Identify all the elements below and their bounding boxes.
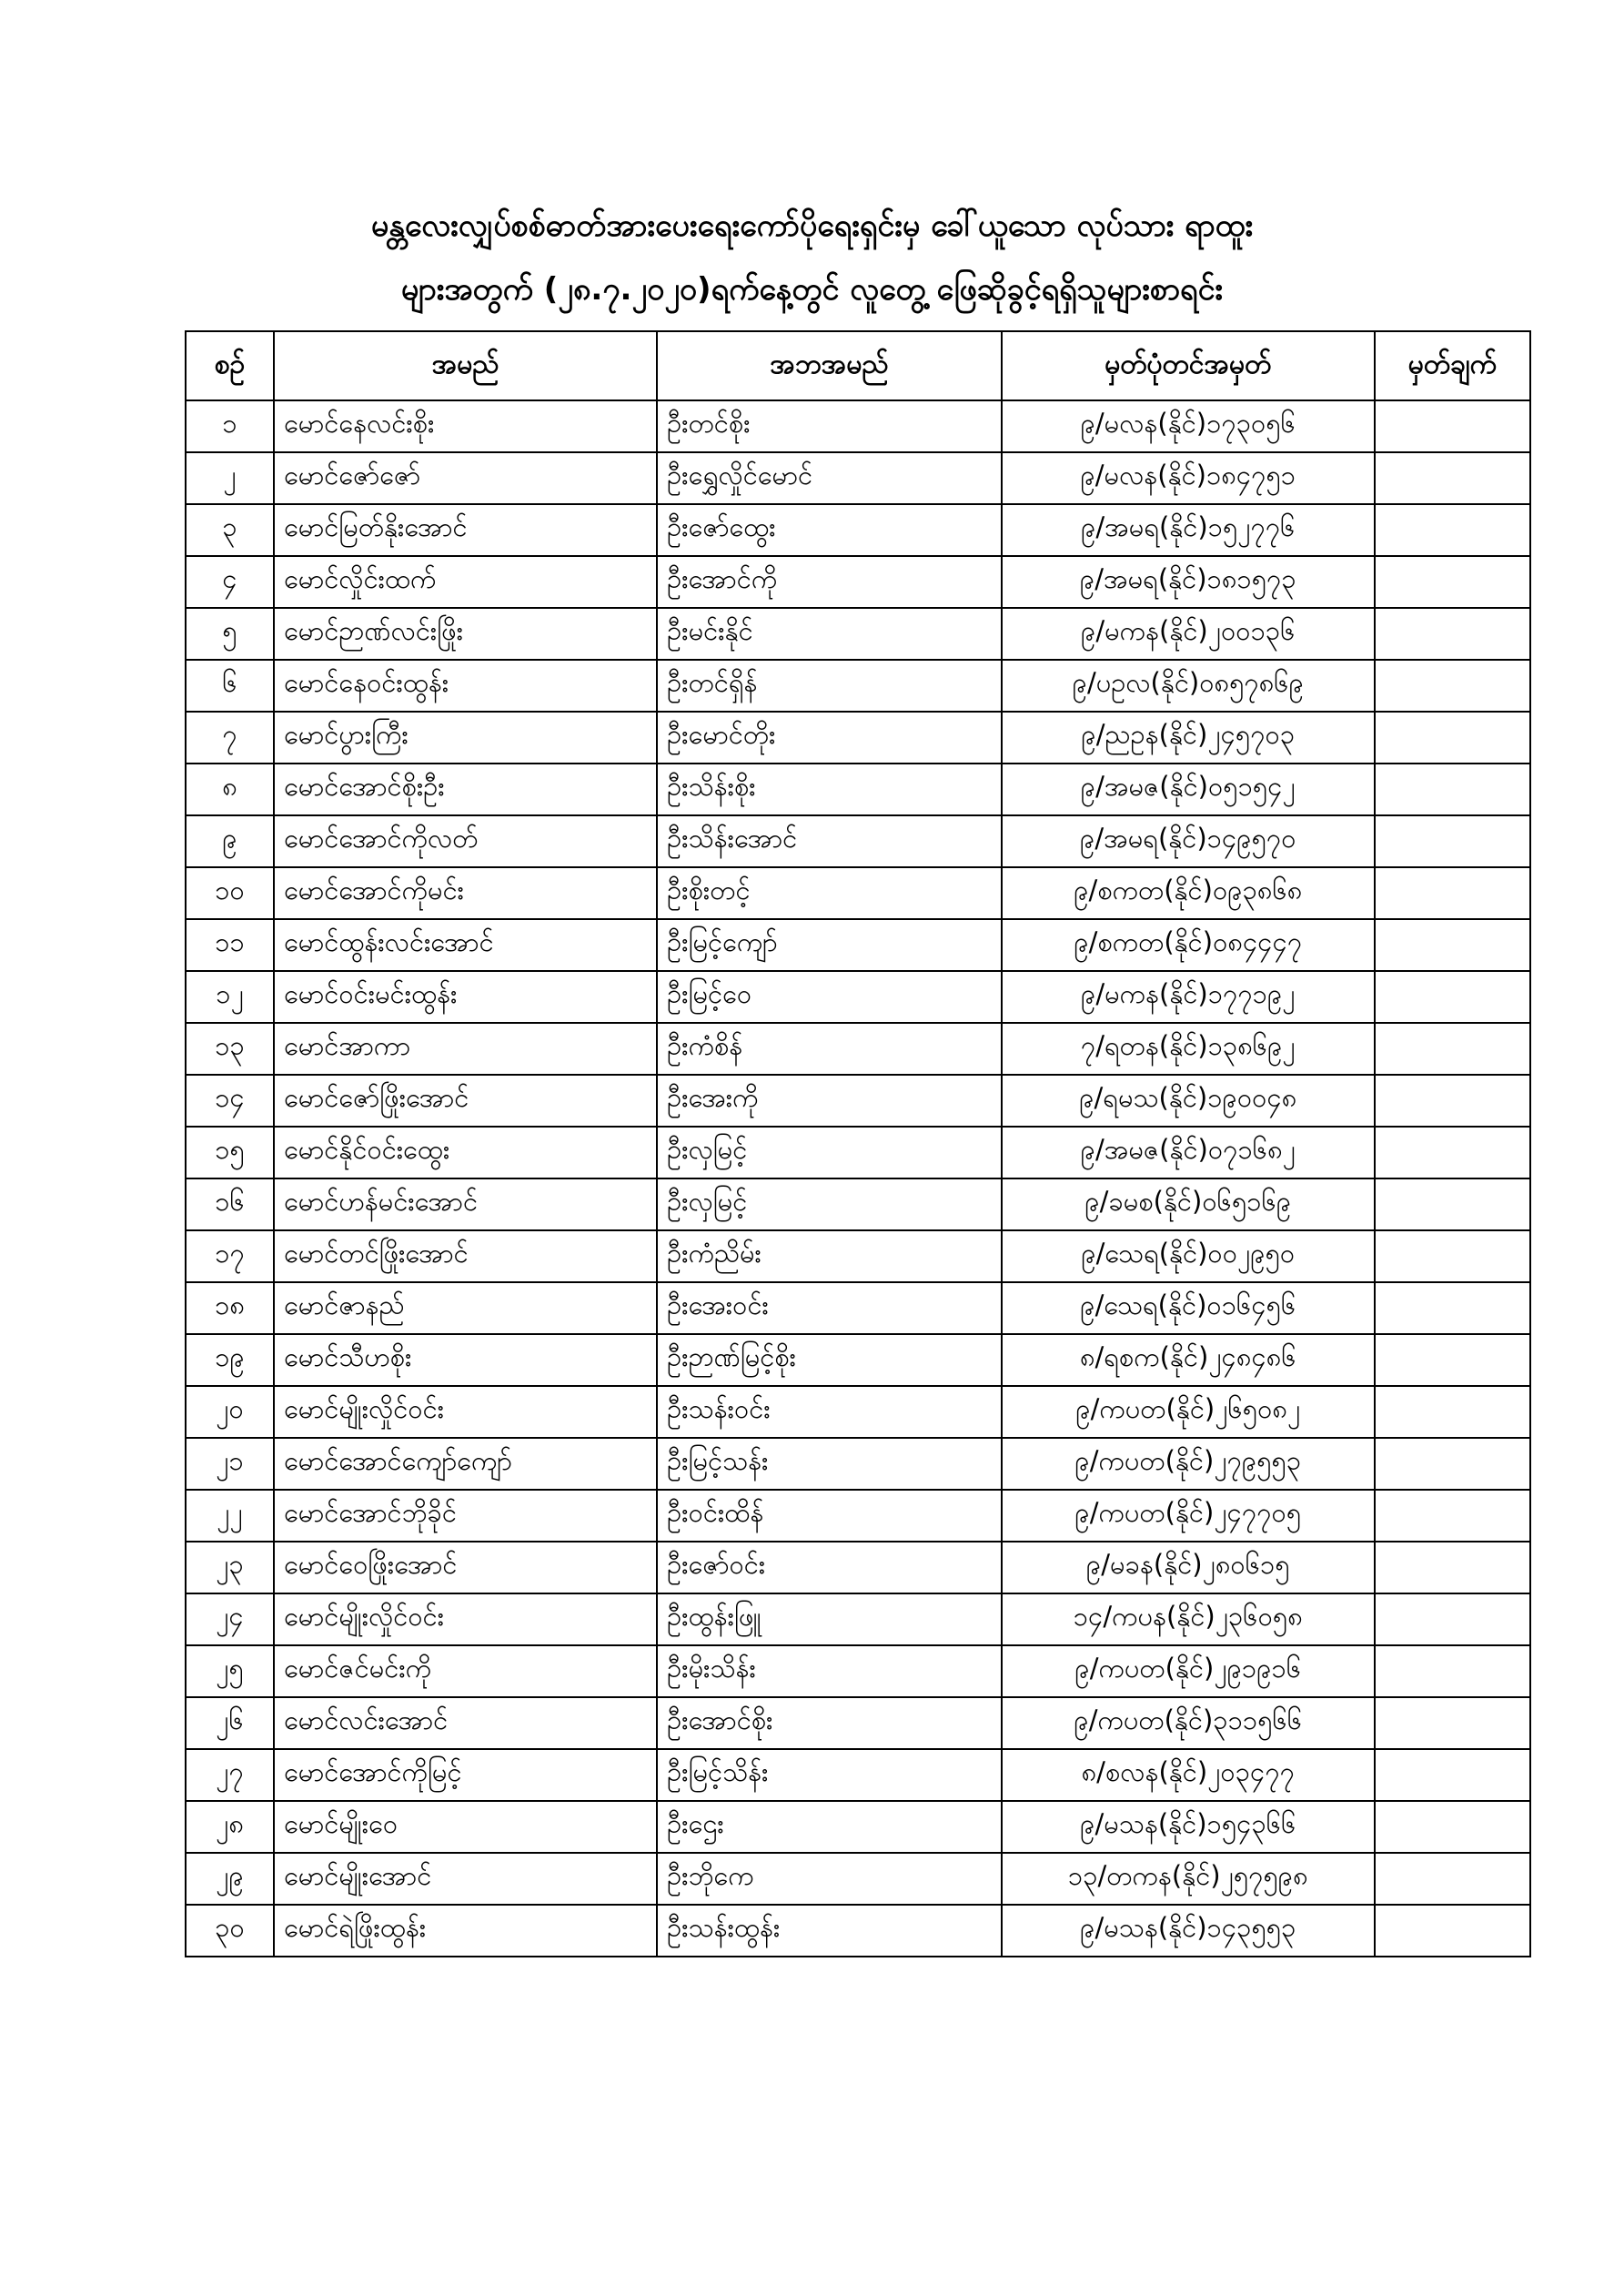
cell-father-name: ဦးဘိုကေ <box>657 1853 1002 1905</box>
cell-name: မောင်နေဝင်းထွန်း <box>274 660 657 712</box>
cell-name: မောင်ဇော်ဖြိုးအောင် <box>274 1075 657 1127</box>
cell-serial-no: ၂၀ <box>186 1386 274 1438</box>
cell-nrc-number: ၉/ပဥလ(နိုင်)၀၈၅၇၈၆၉ <box>1002 660 1375 712</box>
table-row <box>186 1438 1530 1490</box>
cell-remark <box>1375 1749 1530 1801</box>
table-row <box>186 867 1530 919</box>
cell-name: မောင်ဇာနည် <box>274 1282 657 1334</box>
header-nrc-number: မှတ်ပုံတင်အမှတ် <box>1002 331 1375 400</box>
cell-father-name: ဦးစိုးတင့် <box>657 867 1002 919</box>
cell-nrc-number: ၉/ကပတ(နိုင်)၂၇၉၅၅၃ <box>1002 1438 1375 1490</box>
cell-remark <box>1375 815 1530 867</box>
cell-serial-no: ၁၄ <box>186 1075 274 1127</box>
cell-serial-no: ၇ <box>186 712 274 764</box>
cell-name: မောင်သီဟစိုး <box>274 1334 657 1386</box>
cell-nrc-number: ၉/စကတ(နိုင်)၀၉၃၈၆၈ <box>1002 867 1375 919</box>
cell-nrc-number: ၉/ခမစ(နိုင်)၀၆၅၁၆၉ <box>1002 1178 1375 1230</box>
cell-remark <box>1375 504 1530 556</box>
cell-serial-no: ၈ <box>186 764 274 815</box>
cell-name: မောင်ဇော်ဇော် <box>274 452 657 504</box>
cell-nrc-number: ၉/အမရ(နိုင်)၁၈၁၅၇၃ <box>1002 556 1375 608</box>
cell-father-name: ဦးမင်းနိုင် <box>657 608 1002 660</box>
cell-name: မောင်အောင်ကိုမင်း <box>274 867 657 919</box>
cell-name: မောင်အောင်စိုးဦး <box>274 764 657 815</box>
cell-remark <box>1375 608 1530 660</box>
cell-serial-no: ၄ <box>186 556 274 608</box>
table-row <box>186 1905 1530 1957</box>
cell-nrc-number: ၉/သေရ(နိုင်)၀၁၆၄၅၆ <box>1002 1282 1375 1334</box>
table-row <box>186 660 1530 712</box>
cell-serial-no: ၆ <box>186 660 274 712</box>
document-title-line-1: မန္တလေးလျှပ်စစ်ဓာတ်အားပေးရေးကော်ပိုရေးရှင်းမှ ခေါ်ယူသော လုပ်သား ရာထူး <box>370 207 1254 244</box>
cell-father-name: ဦးမောင်တိုး <box>657 712 1002 764</box>
cell-father-name: ဦးအေးဝင်း <box>657 1282 1002 1334</box>
cell-serial-no: ၃ <box>186 504 274 556</box>
cell-remark <box>1375 764 1530 815</box>
cell-father-name: ဦးသိန်းစိုး <box>657 764 1002 815</box>
cell-serial-no: ၂၉ <box>186 1853 274 1905</box>
cell-father-name: ဦးသန်းထွန်း <box>657 1905 1002 1957</box>
table-row <box>186 1697 1530 1749</box>
table-row <box>186 1645 1530 1697</box>
cell-nrc-number: ၉/အမဇ(နိုင်)၀၅၁၅၄၂ <box>1002 764 1375 815</box>
cell-name: မောင်အာကာ <box>274 1023 657 1075</box>
cell-father-name: ဦးသိန်းအောင် <box>657 815 1002 867</box>
table-row <box>186 1334 1530 1386</box>
cell-father-name: ဦးမိုးသိန်း <box>657 1645 1002 1697</box>
cell-serial-no: ၅ <box>186 608 274 660</box>
cell-father-name: ဦးတင်ရှိန် <box>657 660 1002 712</box>
cell-nrc-number: ၉/မသန(နိုင်)၁၄၃၅၅၃ <box>1002 1905 1375 1957</box>
cell-serial-no: ၁၇ <box>186 1230 274 1282</box>
cell-serial-no: ၉ <box>186 815 274 867</box>
cell-remark <box>1375 867 1530 919</box>
header-serial-no: စဉ် <box>186 331 274 400</box>
cell-remark <box>1375 1645 1530 1697</box>
table-row <box>186 1178 1530 1230</box>
cell-father-name: ဦးအေးကို <box>657 1075 1002 1127</box>
cell-name: မောင်အောင်ကိုလတ် <box>274 815 657 867</box>
table-row <box>186 1075 1530 1127</box>
cell-nrc-number: ၇/ရတန(နိုင်)၁၃၈၆၉၂ <box>1002 1023 1375 1075</box>
cell-serial-no: ၂၅ <box>186 1645 274 1697</box>
cell-name: မောင်လင်းအောင် <box>274 1697 657 1749</box>
cell-nrc-number: ၉/မလန(နိုင်)၁၇၃၀၅၆ <box>1002 400 1375 452</box>
cell-remark <box>1375 1023 1530 1075</box>
cell-nrc-number: ၉/မလန(နိုင်)၁၈၄၇၅၁ <box>1002 452 1375 504</box>
cell-name: မောင်ဝင်းမင်းထွန်း <box>274 971 657 1023</box>
cell-serial-no: ၂၈ <box>186 1801 274 1853</box>
cell-serial-no: ၁၂ <box>186 971 274 1023</box>
table-row <box>186 452 1530 504</box>
table-row <box>186 1853 1530 1905</box>
cell-remark <box>1375 1542 1530 1593</box>
cell-name: မောင်အောင်ကျော်ကျော် <box>274 1438 657 1490</box>
cell-remark <box>1375 1386 1530 1438</box>
cell-name: မောင်ထွန်းလင်းအောင် <box>274 919 657 971</box>
cell-name: မောင်ဝေဖြိုးအောင် <box>274 1542 657 1593</box>
table-row <box>186 1801 1530 1853</box>
cell-remark <box>1375 919 1530 971</box>
cell-remark <box>1375 1075 1530 1127</box>
cell-remark <box>1375 1127 1530 1178</box>
cell-nrc-number: ၈/ရစက(နိုင်)၂၄၈၄၈၆ <box>1002 1334 1375 1386</box>
cell-serial-no: ၁၆ <box>186 1178 274 1230</box>
header-father-name: အဘအမည် <box>657 331 1002 400</box>
cell-name: မောင်နိုင်ဝင်းထွေး <box>274 1127 657 1178</box>
table-row <box>186 608 1530 660</box>
cell-father-name: ဦးတင်စိုး <box>657 400 1002 452</box>
cell-remark <box>1375 1490 1530 1542</box>
cell-serial-no: ၂၃ <box>186 1542 274 1593</box>
cell-father-name: ဦးမြင့်ဝေ <box>657 971 1002 1023</box>
cell-father-name: ဦးသန်းဝင်း <box>657 1386 1002 1438</box>
cell-remark <box>1375 1230 1530 1282</box>
cell-serial-no: ၂၄ <box>186 1593 274 1645</box>
cell-father-name: ဦးမြင့်သန်း <box>657 1438 1002 1490</box>
cell-father-name: ဦးအောင်စိုး <box>657 1697 1002 1749</box>
table-row <box>186 504 1530 556</box>
cell-name: မောင်နေလင်းစိုး <box>274 400 657 452</box>
cell-serial-no: ၂၂ <box>186 1490 274 1542</box>
table-row <box>186 815 1530 867</box>
cell-nrc-number: ၉/ကပတ(နိုင်)၃၁၁၅၆၆ <box>1002 1697 1375 1749</box>
table-row <box>186 1230 1530 1282</box>
cell-remark <box>1375 1282 1530 1334</box>
table-body <box>186 400 1530 1957</box>
cell-nrc-number: ၉/စကတ(နိုင်)၀၈၄၄၄၇ <box>1002 919 1375 971</box>
cell-name: မောင်အောင်ဘိုခိုင် <box>274 1490 657 1542</box>
cell-remark <box>1375 971 1530 1023</box>
cell-name: မောင်လှိုင်းထက် <box>274 556 657 608</box>
cell-name: မောင်တင်ဖြိုးအောင် <box>274 1230 657 1282</box>
cell-serial-no: ၁ <box>186 400 274 452</box>
cell-serial-no: ၁၈ <box>186 1282 274 1334</box>
cell-name: မောင်မြတ်နိုးအောင် <box>274 504 657 556</box>
cell-remark <box>1375 1853 1530 1905</box>
cell-nrc-number: ၉/မခန(နိုင်)၂၈၀၆၁၅ <box>1002 1542 1375 1593</box>
cell-nrc-number: ၉/သေရ(နိုင်)၀၀၂၉၅၀ <box>1002 1230 1375 1282</box>
cell-remark <box>1375 660 1530 712</box>
cell-father-name: ဦးမြင့်သိန်း <box>657 1749 1002 1801</box>
cell-father-name: ဦးကံညိမ်း <box>657 1230 1002 1282</box>
cell-nrc-number: ၉/ကပတ(နိုင်)၂၉၁၉၁၆ <box>1002 1645 1375 1697</box>
cell-serial-no: ၁၅ <box>186 1127 274 1178</box>
cell-serial-no: ၁၃ <box>186 1023 274 1075</box>
table-row <box>186 764 1530 815</box>
header-name: အမည် <box>274 331 657 400</box>
cell-remark <box>1375 1697 1530 1749</box>
cell-nrc-number: ၉/ညဥန(နိုင်)၂၄၅၇၀၃ <box>1002 712 1375 764</box>
table-row <box>186 1749 1530 1801</box>
cell-father-name: ဦးဇော်ဝင်း <box>657 1542 1002 1593</box>
cell-nrc-number: ၉/မကန(နိုင်)၂၀၀၁၃၆ <box>1002 608 1375 660</box>
table-header-row <box>186 331 1530 400</box>
table-row <box>186 712 1530 764</box>
table-row <box>186 1490 1530 1542</box>
cell-father-name: ဦးမြင့်ကျော် <box>657 919 1002 971</box>
cell-nrc-number: ၉/အမရ(နိုင်)၁၅၂၇၇၆ <box>1002 504 1375 556</box>
cell-nrc-number: ၈/စလန(နိုင်)၂၀၃၄၇၇ <box>1002 1749 1375 1801</box>
cell-name: မောင်မျိုးလှိုင်ဝင်း <box>274 1593 657 1645</box>
table-row <box>186 1593 1530 1645</box>
cell-serial-no: ၃၀ <box>186 1905 274 1957</box>
cell-remark <box>1375 1334 1530 1386</box>
cell-nrc-number: ၉/ကပတ(နိုင်)၂၆၅၀၈၂ <box>1002 1386 1375 1438</box>
cell-father-name: ဦးဇော်ထွေး <box>657 504 1002 556</box>
cell-remark <box>1375 556 1530 608</box>
cell-father-name: ဦးအောင်ကို <box>657 556 1002 608</box>
cell-father-name: ဦးရွှေလှိုင်မောင် <box>657 452 1002 504</box>
table-row <box>186 1282 1530 1334</box>
cell-nrc-number: ၉/ရမသ(နိုင်)၁၉၀၀၄၈ <box>1002 1075 1375 1127</box>
cell-serial-no: ၂၁ <box>186 1438 274 1490</box>
table-row <box>186 919 1530 971</box>
cell-serial-no: ၂၆ <box>186 1697 274 1749</box>
cell-father-name: ဦးလှမြင့် <box>657 1178 1002 1230</box>
cell-nrc-number: ၉/အမရ(နိုင်)၁၄၉၅၇၀ <box>1002 815 1375 867</box>
cell-serial-no: ၁၀ <box>186 867 274 919</box>
cell-serial-no: ၂ <box>186 452 274 504</box>
cell-name: မောင်မျိုးလှိုင်ဝင်း <box>274 1386 657 1438</box>
cell-nrc-number: ၁၃/တကန(နိုင်)၂၅၇၅၉၈ <box>1002 1853 1375 1905</box>
table-row <box>186 1542 1530 1593</box>
table-row <box>186 1023 1530 1075</box>
cell-remark <box>1375 1801 1530 1853</box>
cell-nrc-number: ၉/မသန(နိုင်)၁၅၄၃၆၆ <box>1002 1801 1375 1853</box>
candidate-table <box>185 330 1531 1957</box>
cell-name: မောင်မျိုးအောင် <box>274 1853 657 1905</box>
cell-name: မောင်ဟန်မင်းအောင် <box>274 1178 657 1230</box>
cell-remark <box>1375 1438 1530 1490</box>
document-title-line-2: များအတွက် (၂၈.၇.၂၀၂၀)ရက်နေ့တွင် လူတွေ့ ဖြေဆိုခွင့်ရရှိသူများစာရင်း <box>400 271 1224 308</box>
cell-name: မောင်မျိုးဝေ <box>274 1801 657 1853</box>
cell-father-name: ဦးကံစိန် <box>657 1023 1002 1075</box>
cell-name: မောင်ပွားကြီး <box>274 712 657 764</box>
cell-remark <box>1375 1593 1530 1645</box>
cell-name: မောင်ရဲဖြိုးထွန်း <box>274 1905 657 1957</box>
cell-father-name: ဦးဝင်းထိန် <box>657 1490 1002 1542</box>
cell-name: မောင်အောင်ကိုမြင့် <box>274 1749 657 1801</box>
cell-father-name: ဦးဉာဏ်မြင့်စိုး <box>657 1334 1002 1386</box>
cell-name: မောင်ဉာဏ်လင်းဖြိုး <box>274 608 657 660</box>
cell-serial-no: ၂၇ <box>186 1749 274 1801</box>
cell-nrc-number: ၉/မကန(နိုင်)၁၇၇၁၉၂ <box>1002 971 1375 1023</box>
cell-father-name: ဦးထွန်းဖြူ <box>657 1593 1002 1645</box>
cell-remark <box>1375 1178 1530 1230</box>
cell-remark <box>1375 400 1530 452</box>
header-remark: မှတ်ချက် <box>1375 331 1530 400</box>
cell-nrc-number: ၉/အမဇ(နိုင်)၀၇၁၆၈၂ <box>1002 1127 1375 1178</box>
table-row <box>186 400 1530 452</box>
cell-remark <box>1375 712 1530 764</box>
cell-remark <box>1375 1905 1530 1957</box>
cell-serial-no: ၁၉ <box>186 1334 274 1386</box>
table-row <box>186 1386 1530 1438</box>
cell-father-name: ဦးဌေး <box>657 1801 1002 1853</box>
cell-remark <box>1375 452 1530 504</box>
table-row <box>186 556 1530 608</box>
table-row <box>186 1127 1530 1178</box>
cell-father-name: ဦးလှမြင့် <box>657 1127 1002 1178</box>
cell-serial-no: ၁၁ <box>186 919 274 971</box>
cell-name: မောင်ဇင်မင်းကို <box>274 1645 657 1697</box>
table-row <box>186 971 1530 1023</box>
cell-nrc-number: ၉/ကပတ(နိုင်)၂၄၇၇၀၅ <box>1002 1490 1375 1542</box>
cell-nrc-number: ၁၄/ကပန(နိုင်)၂၃၆၀၅၈ <box>1002 1593 1375 1645</box>
